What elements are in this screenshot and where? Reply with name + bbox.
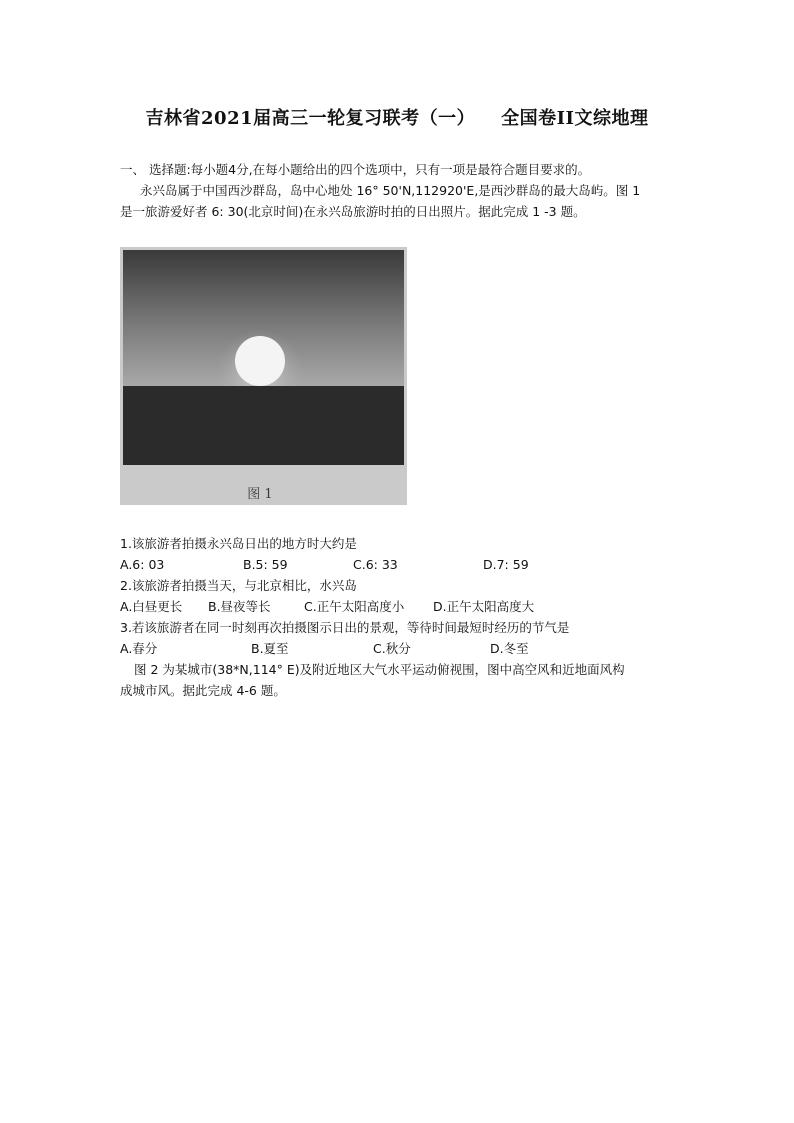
q2-option-b: B.昼夜等长: [208, 599, 271, 614]
q1-option-a: A.6: 03: [120, 557, 165, 572]
q3-option-d: D.冬至: [490, 641, 529, 656]
sun: [235, 336, 285, 386]
title-main: 吉林省2021届高三一轮复习联考（一）: [145, 108, 476, 129]
page-title: [0, 104, 794, 130]
q1-option-b: B.5: 59: [243, 557, 288, 572]
q1-option-c: C.6: 33: [353, 557, 398, 572]
q3-option-c: C.秋分: [373, 641, 411, 656]
q2-option-d: D.正午太阳高度大: [433, 599, 535, 614]
section-heading: 一、 选择题:每小题4分,在每小题给出的四个选项中，只有一项是最符合题目要求的。: [120, 162, 591, 177]
passage1-line2: 是一旅游爱好者 6: 30(北京时间)在永兴岛旅游时拍的日出照片。据此完成 1 -3 题。: [120, 204, 586, 219]
q2-option-a: A.白昼更长: [120, 599, 183, 614]
q1-option-d: D.7: 59: [483, 557, 529, 572]
passage2-line1: 图 2 为某城市(38*N,114° E)及附近地区大气水平运动俯视围，图中高空风和近地面风构: [134, 662, 625, 677]
question-1-stem: 1.该旅游者拍摄永兴岛日出的地方时大约是: [120, 536, 357, 551]
passage1-line1: 永兴岛属于中国西沙群岛，岛中心地处 16° 50'N,112920'E,是西沙群岛的最大岛屿。图 1: [140, 183, 641, 198]
figure-caption: 图 1: [247, 487, 273, 502]
q2-option-c: C.正午太阳高度小: [304, 599, 405, 614]
sunrise-image: [120, 247, 407, 505]
q3-option-b: B.夏至: [251, 641, 289, 656]
sea: [123, 386, 404, 465]
q3-option-a: A.春分: [120, 641, 158, 656]
figure-1-sunrise-photo: [120, 247, 407, 505]
question-2-stem: 2.该旅游者拍摄当天，与北京相比，水兴岛: [120, 578, 357, 593]
passage2-line2: 成城市风。据此完成 4-6 题。: [120, 683, 286, 698]
question-3-stem: 3.若该旅游者在同一时刻再次拍摄图示日出的景观，等待时间最短时经历的节气是: [120, 620, 570, 635]
title-subtitle: 全国卷II文综地理: [501, 108, 649, 129]
